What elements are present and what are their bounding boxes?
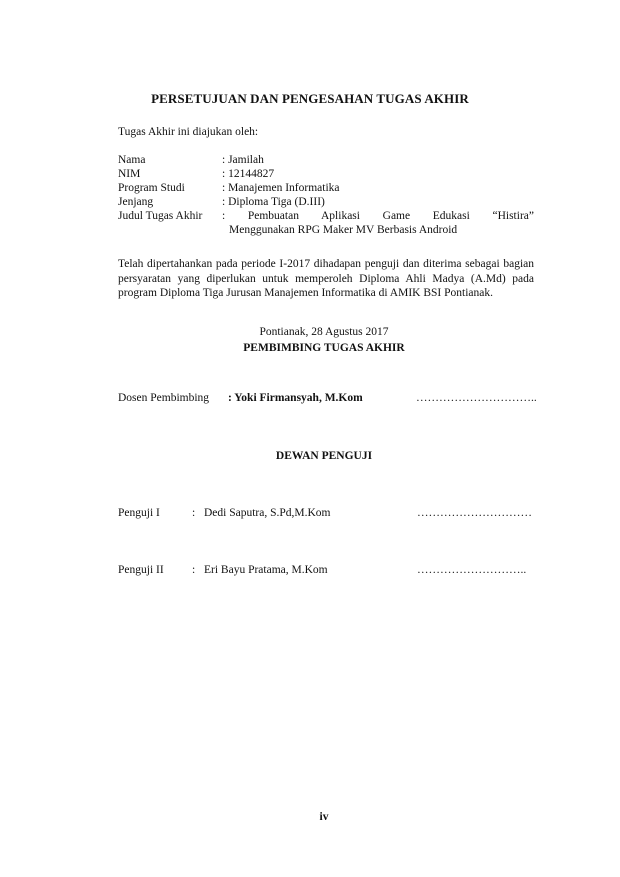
- examiner-1-label: Penguji I: [118, 507, 160, 519]
- supervisor-heading: PEMBIMBING TUGAS AKHIR: [243, 342, 405, 354]
- approval-paragraph: Telah dipertahankan pada periode I-2017 dihadapan penguji dan diterima sebagai bagian persyaratan yang diperlukan untuk memperoleh Diploma Ahli Madya (A.Md) pada program Diploma Tiga Jurusan Manajemen Informatika di AMIK BSI Pontianak.: [118, 258, 534, 299]
- examiner-2-label: Penguji II: [118, 564, 164, 576]
- examiner-2-signature-line: ………………………..: [417, 564, 527, 576]
- field-label-program-studi: Program Studi: [118, 182, 185, 194]
- supervisor-label: Dosen Pembimbing: [118, 392, 210, 404]
- page-title: PERSETUJUAN DAN PENGESAHAN TUGAS AKHIR: [151, 91, 469, 106]
- field-value-jenjang: : Diploma Tiga (D.III): [222, 196, 325, 208]
- place-date: Pontianak, 28 Agustus 2017: [259, 326, 389, 338]
- supervisor-signature-line: …………………………..: [416, 392, 537, 404]
- examiner-1-signature-line: …………………………: [417, 507, 532, 519]
- field-value-judul-line2: Menggunakan RPG Maker MV Berbasis Android: [229, 224, 458, 236]
- field-label-nama: Nama: [118, 154, 146, 166]
- field-value-nama: : Jamilah: [222, 154, 264, 166]
- examiner-1-name: Dedi Saputra, S.Pd,M.Kom: [204, 507, 331, 519]
- field-value-program-studi: : Manajemen Informatika: [222, 182, 340, 194]
- field-label-jenjang: Jenjang: [118, 196, 154, 208]
- field-label-nim: NIM: [118, 168, 141, 180]
- examiner-2-colon: :: [192, 564, 196, 576]
- page-number: iv: [319, 811, 329, 823]
- submitted-by-text: Tugas Akhir ini diajukan oleh:: [118, 126, 259, 138]
- examiner-1-colon: :: [192, 507, 196, 519]
- field-value-nim: : 12144827: [222, 168, 275, 180]
- field-label-judul: Judul Tugas Akhir: [118, 210, 203, 222]
- supervisor-name: : Yoki Firmansyah, M.Kom: [228, 392, 363, 404]
- field-value-judul: : Pembuatan Aplikasi Game Edukasi “Histira”: [222, 210, 534, 222]
- examiners-heading: DEWAN PENGUJI: [275, 450, 373, 462]
- examiner-2-name: Eri Bayu Pratama, M.Kom: [204, 564, 328, 576]
